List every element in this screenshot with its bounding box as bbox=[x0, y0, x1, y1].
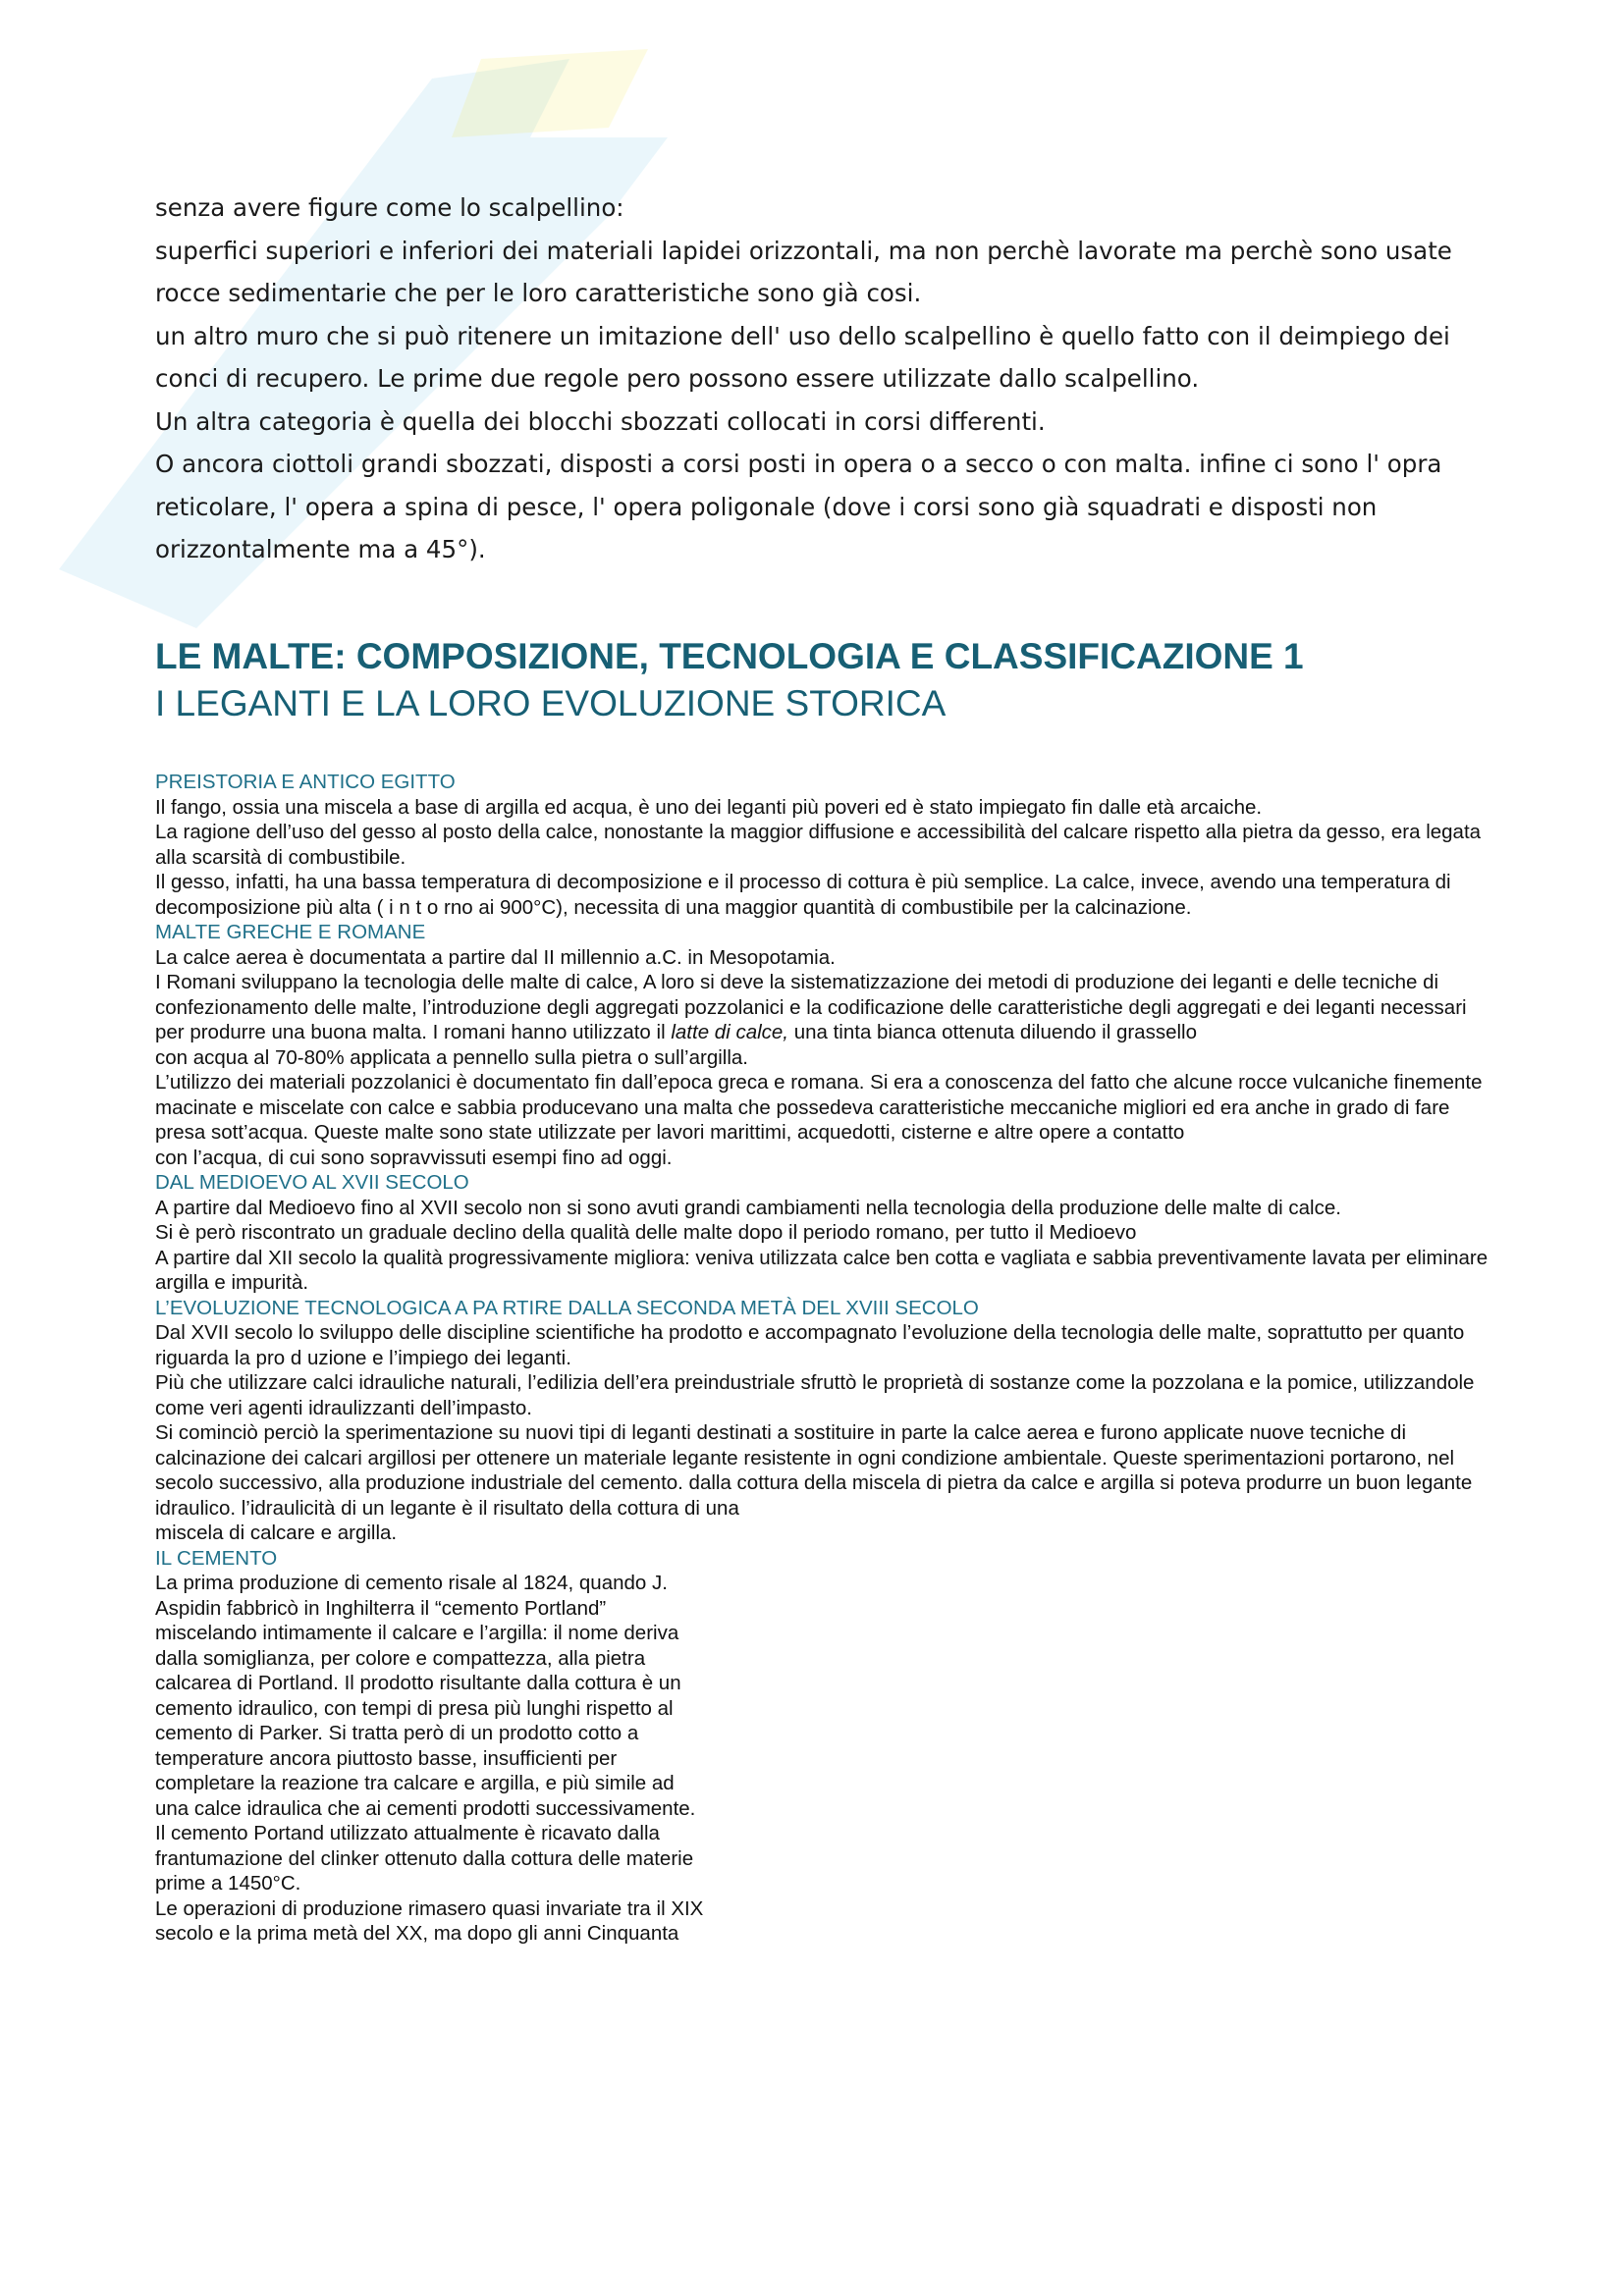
chapter-subtitle: I LEGANTI E LA LORO EVOLUZIONE STORICA bbox=[155, 683, 947, 723]
paragraph: Più che utilizzare calci idrauliche naturali, l’edilizia dell’era preindustriale sfruttò le proprietà di sostanze come la pozzolana e la pomice, utilizzandole come veri agenti idraulizzanti dell’impasto. bbox=[155, 1371, 1475, 1419]
paragraph: A partire dal Medioevo fino al XVII secolo non si sono avuti grandi cambiamenti nella tecnologia della produzione delle malte di calce. bbox=[155, 1196, 1341, 1219]
paragraph: Le operazioni di produzione rimasero quasi invariate tra il XIX secolo e la prima metà del XX, ma dopo gli anni Cinquanta bbox=[155, 1896, 704, 1945]
watermark-accent bbox=[452, 49, 648, 137]
intro-line: senza avere figure come lo scalpellino: bbox=[155, 193, 624, 222]
section-title-greche: MALTE GRECHE E ROMANE bbox=[155, 921, 426, 943]
intro-line: Un altra categoria è quella dei blocchi sbozzati collocati in corsi differenti. bbox=[155, 406, 1046, 436]
section-title-evoluzione: L’EVOLUZIONE TECNOLOGICA A PA RTIRE DALLA SECONDA METÀ DEL XVIII SECOLO bbox=[155, 1296, 979, 1319]
paragraph: La calce aerea è documentata a partire dal II millennio a.C. in Mesopotamia. bbox=[155, 945, 836, 969]
paragraph: Dal XVII secolo lo sviluppo delle discipline scientifiche ha prodotto e accompagnato l’evoluzione della tecnologia delle malte, soprattutto per quanto riguarda la pro d uzione e l’impiego dei leganti. bbox=[155, 1321, 1465, 1369]
paragraph: con l’acqua, di cui sono sopravvissuti esempi fino ad oggi. bbox=[155, 1146, 673, 1169]
intro-text bbox=[155, 187, 1490, 571]
paragraph: La prima produzione di cemento risale al 1824, quando J. Aspidin fabbricò in Inghilterra il “cemento Portland” miscelando intimamente il calcare e l’argilla: il nome deriva dalla somiglianza, per colore e compattezza, alla pietra calcarea di Portland. Il prodotto risultante dalla cottura è un cemento idraulico, con tempi di presa più lunghi rispetto al cemento di Parker. Si tratta però di un prodotto cotto a temperature ancora piuttosto basse, insufficienti per completare la reazione tra calcare e argilla, e più simile ad una calce idraulica che ai cementi prodotti successivamente. bbox=[155, 1572, 696, 1820]
section-title-medioevo: DAL MEDIOEVO AL XVII SECOLO bbox=[155, 1171, 469, 1194]
emphasis-latte-di-calce: latte di calce, bbox=[671, 1021, 788, 1043]
intro-line: un altro muro che si può ritenere un imitazione dell' uso dello scalpellino è quello fatto con il deimpiego dei conci di recupero. Le prime due regole pero possono essere utilizzate dallo scalpellino. bbox=[155, 321, 1450, 393]
intro-line: O ancora ciottoli grandi sbozzati, disposti a corsi posti in opera o a secco o con malta. infine ci sono l' opra reticolare, l' opera a spina di pesce, l' opera poligonale (dove i corsi sono già squadrati e disposti non orizzontalmente ma a 45°). bbox=[155, 450, 1442, 563]
paragraph: A partire dal XII secolo la qualità progressivamente migliora: veniva utilizzata calce ben cotta e vagliata e sabbia preventivamente lavata per eliminare argilla e impurità. bbox=[155, 1246, 1489, 1294]
paragraph bbox=[155, 970, 1490, 1045]
section-title-preistoria: PREISTORIA E ANTICO EGITTO bbox=[155, 771, 456, 793]
paragraph: Il gesso, infatti, ha una bassa temperatura di decomposizione e il processo di cottura è più semplice. La calce, invece, avendo una temperatura di decomposizione più alta ( i n t o rno ai 900°C), necessita di una maggior quantità di combustibile per la calcinazione. bbox=[155, 871, 1451, 919]
paragraph: La ragione dell’uso del gesso al posto della calce, nonostante la maggior diffusione e accessibilità del calcare rispetto alla pietra da gesso, era legata alla scarsità di combustibile. bbox=[155, 821, 1482, 869]
paragraph-text: I Romani sviluppano la tecnologia delle malte di calce, A loro si deve la sistematizzazione dei metodi di produzione dei leganti e delle tecniche di confezionamento delle malte, l’introduzione degli aggregati pozzolanici e la codificazione delle caratteristiche degli aggregati e dei leganti necessari per produrre una buona malta. I romani hanno utilizzato il bbox=[155, 971, 1467, 1043]
cemento-column bbox=[155, 1571, 705, 1947]
paragraph: Il fango, ossia una miscela a base di argilla ed acqua, è uno dei leganti più poveri ed è stato impiegato fin dalle età arcaiche. bbox=[155, 795, 1263, 819]
paragraph-text: una tinta bianca ottenuta diluendo il grassello bbox=[788, 1021, 1197, 1043]
paragraph: miscela di calcare e argilla. bbox=[155, 1522, 398, 1544]
paragraph: con acqua al 70-80% applicata a pennello sulla pietra o sull’argilla. bbox=[155, 1045, 748, 1069]
chapter-title: LE MALTE: COMPOSIZIONE, TECNOLOGIA E CLASSIFICAZIONE 1 bbox=[155, 636, 1304, 676]
section-title-cemento: IL CEMENTO bbox=[155, 1546, 278, 1570]
intro-line: superfici superiori e inferiori dei materiali lapidei orizzontali, ma non perchè lavorate ma perchè sono usate rocce sedimentarie che per le loro caratteristiche sono già cosi. bbox=[155, 236, 1452, 307]
article-body bbox=[155, 770, 1490, 1947]
paragraph: Si è però riscontrato un graduale declino della qualità delle malte dopo il periodo romano, per tutto il Medioevo bbox=[155, 1221, 1137, 1244]
paragraph: Il cemento Portand utilizzato attualmente è ricavato dalla frantumazione del clinker ottenuto dalla cottura delle materie prime a 1450°C. bbox=[155, 1822, 694, 1895]
paragraph: L’utilizzo dei materiali pozzolanici è documentato fin dall’epoca greca e romana. Si era a conoscenza del fatto che alcune rocce vulcaniche finemente macinate e miscelate con calce e sabbia producevano una malta che possedeva caratteristiche meccaniche migliori ed era anche in grado di fare presa sott’acqua. Queste malte sono state utilizzate per lavori marittimi, acquedotti, cisterne e altre opere a contatto bbox=[155, 1071, 1483, 1144]
paragraph: Si cominciò perciò la sperimentazione su nuovi tipi di leganti destinati a sostituire in parte la calce aerea e furono applicate nuove tecniche di calcinazione dei calcari argillosi per ottenere un materiale legante resistente in ogni condizione ambientale. Queste sperimentazioni portarono, nel secolo successivo, alla produzione industriale del cemento. dalla cottura della miscela di pietra da calce e argilla si poteva produrre un buon legante idraulico. l’idraulicità di un legante è il risultato della cottura di una bbox=[155, 1421, 1473, 1520]
